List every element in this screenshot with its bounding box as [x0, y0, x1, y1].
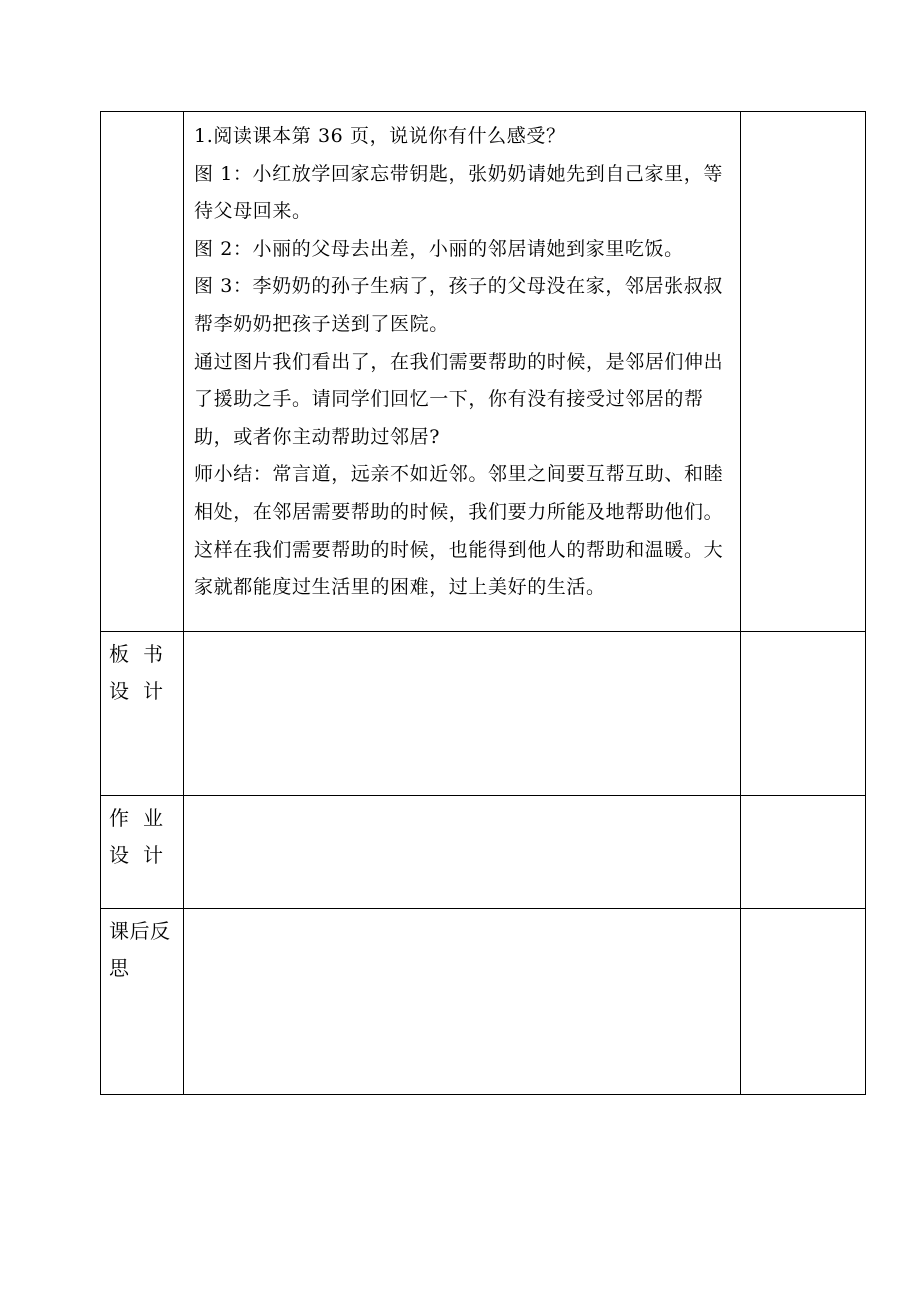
board-design-notes-cell	[741, 632, 866, 796]
lesson-plan-table	[100, 111, 866, 1095]
activity-label-cell	[101, 112, 184, 632]
board-design-content-cell[interactable]	[184, 632, 741, 796]
activity-row	[101, 112, 866, 632]
picture-1-description: 图 1：小红放学回家忘带钥匙，张奶奶请她先到自己家里，等待父母回来。	[194, 162, 723, 223]
reflection-row	[101, 909, 866, 1095]
reflection-label-cell	[101, 909, 184, 1095]
reflection-label-line2: 思	[109, 956, 130, 980]
homework-design-label-cell	[101, 796, 184, 909]
activity-question: 1.阅读课本第 36 页，说说你有什么感受？	[194, 125, 566, 147]
board-design-label-line2: 设计	[109, 679, 177, 703]
homework-design-label-line1: 作业	[109, 806, 177, 830]
activity-content-cell	[184, 112, 741, 632]
homework-design-content-cell[interactable]	[184, 796, 741, 909]
activity-notes-cell	[741, 112, 866, 632]
board-design-label-line1: 板书	[109, 642, 177, 666]
board-design-label-cell	[101, 632, 184, 796]
homework-design-notes-cell	[741, 796, 866, 909]
picture-2-description: 图 2：小丽的父母去出差，小丽的邻居请她到家里吃饭。	[194, 237, 684, 260]
homework-design-label-line2: 设计	[109, 843, 177, 867]
reflection-content-cell[interactable]	[184, 909, 741, 1095]
reflection-label-line1: 课后反	[109, 919, 171, 943]
board-design-row	[101, 632, 866, 796]
discussion-prompt: 通过图片我们看出了，在我们需要帮助的时候，是邻居们伸出了援助之手。请同学们回忆一下，你有没有接受过邻居的帮助，或者你主动帮助过邻居?	[194, 350, 724, 448]
reflection-notes-cell	[741, 909, 866, 1095]
picture-3-description: 图 3：李奶奶的孙子生病了，孩子的父母没在家，邻居张叔叔帮李奶奶把孩子送到了医院。	[194, 275, 723, 335]
teacher-summary: 师小结：常言道，远亲不如近邻。邻里之间要互帮互助、和睦相处，在邻居需要帮助的时候，我们要力所能及地帮助他们。这样在我们需要帮助的时候，也能得到他人的帮助和温暖。大家就都能度过生活里的困难，过上美好的生活。	[194, 463, 724, 599]
homework-design-row	[101, 796, 866, 909]
